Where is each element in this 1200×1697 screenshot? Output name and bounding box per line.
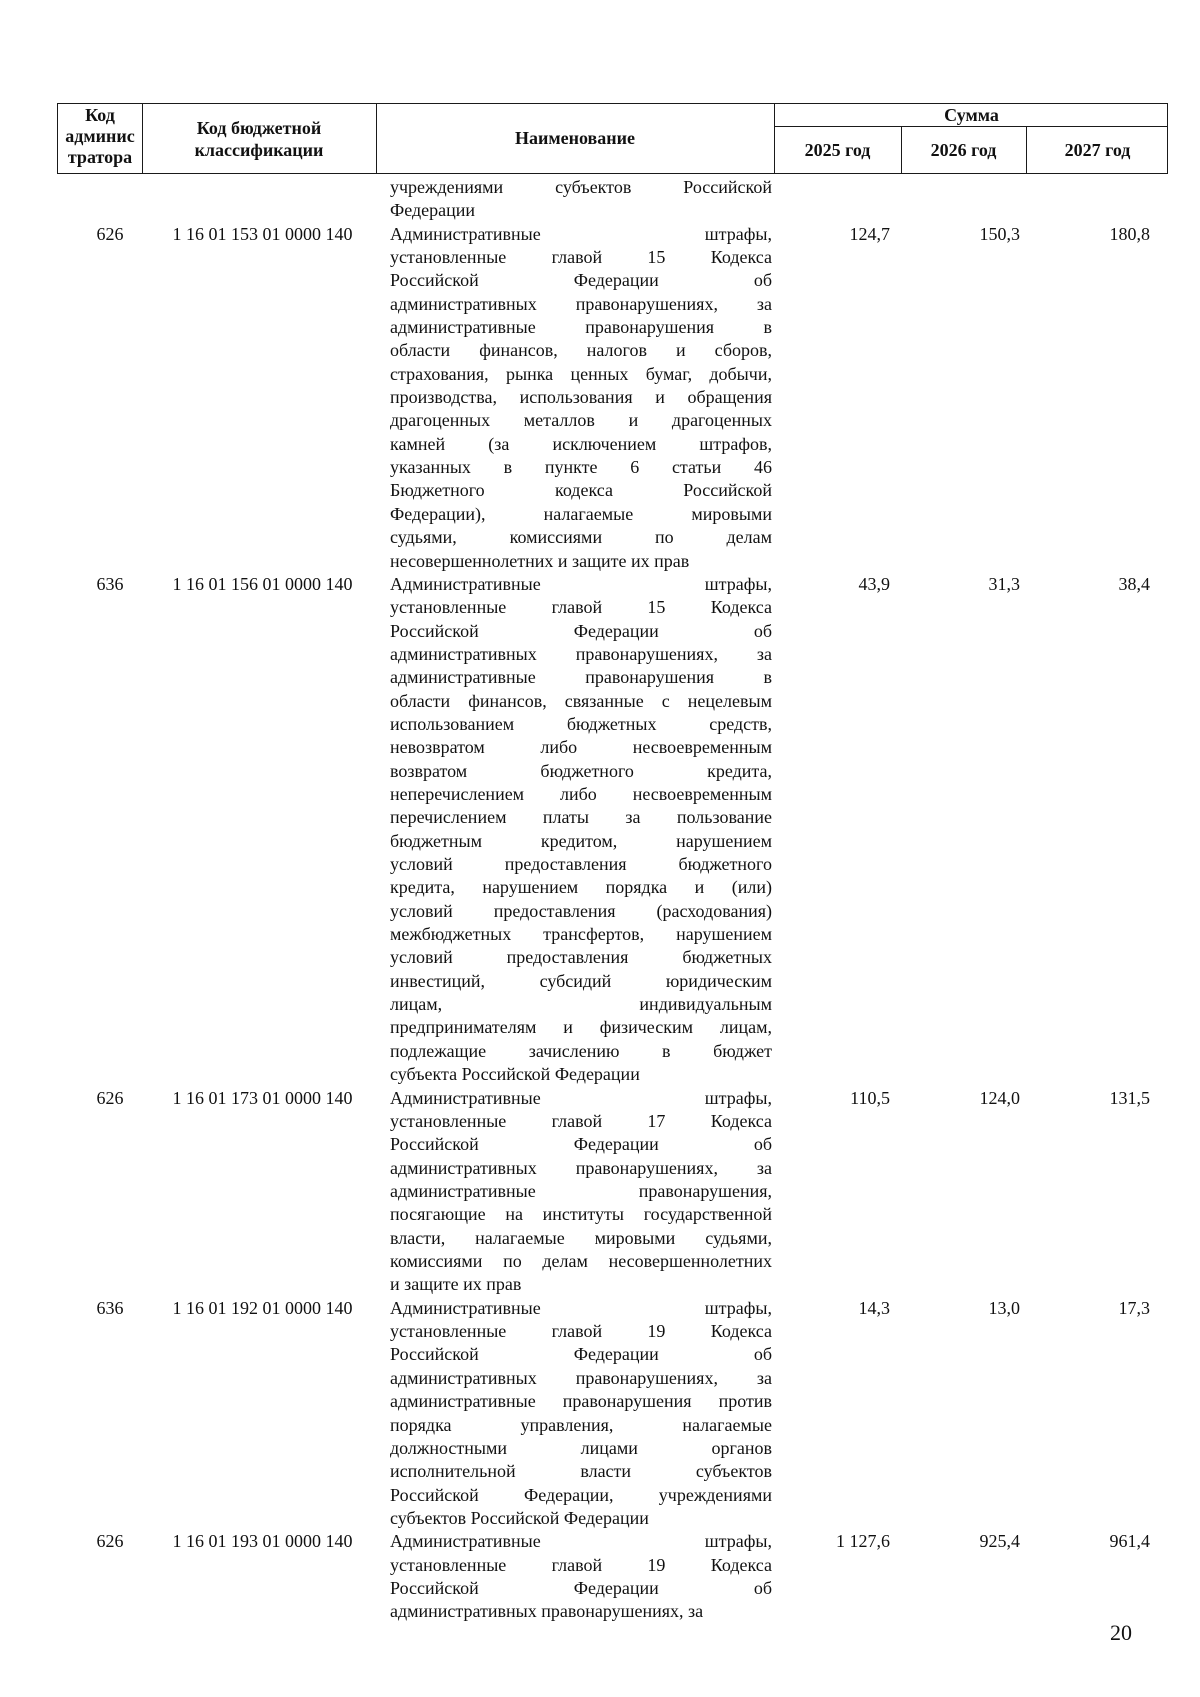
- name-word: Бюджетного: [390, 480, 485, 501]
- name-line: [390, 1040, 772, 1063]
- name-word: бюджетного: [540, 760, 634, 781]
- name-word: Российской: [390, 1134, 479, 1155]
- name-word: государственной: [643, 1204, 772, 1225]
- budget-code-cell: 1 16 01 156 01 0000 140: [172, 573, 353, 594]
- name-line: [390, 1390, 772, 1413]
- name-line: [390, 293, 772, 316]
- name-word: установленные: [390, 1110, 507, 1131]
- header-sum: Сумма: [944, 105, 999, 125]
- name-word: на: [505, 1204, 523, 1225]
- name-word: штрафы,: [704, 573, 772, 594]
- name-line: Федерации: [390, 200, 476, 221]
- name-line: [390, 176, 772, 199]
- name-line: [390, 1157, 772, 1180]
- name-line: [390, 386, 772, 409]
- name-word: камней: [390, 433, 446, 454]
- name-word: 46: [753, 457, 772, 478]
- name-word: учреждениями: [390, 177, 504, 197]
- name-word: 17: [647, 1110, 666, 1131]
- name-word: и: [675, 340, 686, 361]
- name-word: судьями,: [705, 1227, 772, 1248]
- name-word: добычи,: [709, 363, 772, 384]
- name-line: [390, 1227, 772, 1250]
- name-word: Российской: [390, 620, 479, 641]
- name-word: посягающие: [390, 1204, 486, 1225]
- name-word: либо: [560, 784, 597, 805]
- name-word: бюджетных: [566, 714, 657, 734]
- name-word: трансфертов,: [543, 924, 645, 945]
- name-line: [390, 806, 772, 829]
- name-line: [390, 946, 772, 969]
- admin-code-cell: 636: [96, 573, 124, 594]
- name-word: Российской: [683, 177, 772, 197]
- name-line: [390, 1343, 772, 1366]
- value-2027-cell: 180,8: [1109, 223, 1150, 244]
- name-word: бюджетного: [678, 854, 772, 875]
- name-word: сборов,: [714, 340, 772, 361]
- name-word: правонарушениях,: [575, 643, 718, 664]
- value-2025-cell: 43,9: [858, 573, 890, 594]
- name-word: использования: [519, 387, 633, 408]
- name-word: штрафы,: [704, 223, 772, 244]
- name-word: драгоценных: [390, 410, 491, 431]
- value-2027-cell: 131,5: [1109, 1087, 1150, 1108]
- name-line: [390, 1297, 772, 1320]
- name-word: судьями,: [390, 527, 457, 548]
- name-word: кредита,: [707, 760, 772, 781]
- name-word: делам: [542, 1251, 588, 1272]
- name-word: мировыми: [691, 503, 772, 524]
- name-line: [390, 690, 772, 713]
- name-word: налагаемые: [682, 1414, 772, 1435]
- name-word: драгоценных: [671, 410, 772, 431]
- name-line: [390, 1250, 772, 1273]
- name-word: правонарушения: [585, 317, 715, 338]
- name-word: главой: [551, 247, 603, 268]
- name-word: кредита,: [390, 877, 455, 898]
- name-line: субъектов Российской Федерации: [390, 1507, 649, 1528]
- name-word: области: [390, 690, 451, 711]
- name-line: несовершеннолетних и защите их прав: [390, 550, 690, 571]
- name-line: [390, 1460, 772, 1483]
- name-word: в: [763, 667, 772, 688]
- name-word: правонарушения: [562, 1391, 692, 1412]
- name-word: главой: [551, 597, 603, 618]
- name-word: условий: [390, 900, 453, 921]
- name-word: главой: [551, 1554, 603, 1575]
- name-word: 19: [647, 1321, 666, 1342]
- name-word: главой: [551, 1110, 603, 1131]
- name-line: [390, 223, 772, 246]
- header-year-2025: 2025 год: [804, 140, 871, 160]
- header-name: Наименование: [515, 128, 635, 148]
- name-word: правонарушениях,: [575, 1157, 718, 1178]
- name-word: страхования,: [390, 363, 489, 384]
- name-word: административные: [390, 667, 536, 688]
- name-line: [390, 923, 772, 946]
- name-word: 19: [647, 1554, 666, 1575]
- value-2027-cell: 38,4: [1118, 573, 1150, 594]
- value-2025-cell: 1 127,6: [836, 1531, 890, 1552]
- name-word: Российской: [390, 270, 479, 291]
- value-2025-cell: 110,5: [850, 1087, 890, 1108]
- name-word: об: [753, 1577, 772, 1598]
- name-line: [390, 503, 772, 526]
- name-word: 15: [647, 247, 666, 268]
- name-word: Административные: [390, 223, 541, 244]
- name-word: об: [753, 1134, 772, 1155]
- value-2026-cell: 124,0: [979, 1087, 1020, 1108]
- name-word: налагаемые: [543, 503, 634, 524]
- name-word: порядка: [605, 877, 668, 898]
- name-word: Федерации: [573, 1344, 659, 1365]
- name-cell: [390, 1530, 772, 1623]
- name-word: штрафы,: [704, 1297, 772, 1318]
- name-word: лицам,: [390, 994, 443, 1015]
- name-line: [390, 830, 772, 853]
- name-word: и: [628, 410, 639, 431]
- name-line: [390, 1367, 772, 1390]
- name-word: административных: [390, 293, 537, 314]
- name-word: мировыми: [594, 1227, 676, 1248]
- name-word: административных: [390, 1367, 537, 1388]
- name-word: установленные: [390, 597, 507, 618]
- name-word: средств,: [709, 714, 772, 734]
- name-word: исполнительной: [390, 1461, 516, 1482]
- name-word: административные: [390, 1181, 536, 1202]
- name-line: [390, 1577, 772, 1600]
- name-word: области: [390, 340, 451, 361]
- name-word: учреждениями: [658, 1484, 772, 1505]
- page-number: 20: [1110, 1620, 1132, 1645]
- name-cell: [390, 1087, 772, 1297]
- name-line: [390, 456, 772, 479]
- name-word: должностными: [390, 1437, 508, 1458]
- name-word: и: [694, 877, 705, 898]
- admin-code-cell: 626: [96, 1087, 124, 1108]
- name-line: [390, 1180, 772, 1203]
- name-cell: [390, 1297, 772, 1530]
- name-word: правонарушениях,: [575, 1367, 718, 1388]
- name-word: 15: [647, 597, 666, 618]
- name-word: правонарушениях,: [575, 293, 718, 314]
- name-word: Административные: [390, 1087, 541, 1108]
- name-word: главой: [551, 1321, 603, 1342]
- name-word: Кодекса: [710, 597, 772, 618]
- name-word: власти: [580, 1461, 632, 1482]
- name-word: кодекса: [554, 480, 613, 501]
- name-line: [390, 760, 772, 783]
- name-word: финансов,: [468, 690, 547, 711]
- name-cell: [390, 223, 772, 573]
- name-word: невозвратом: [390, 737, 485, 758]
- name-word: Российской: [390, 1577, 479, 1598]
- name-word: нарушением: [676, 924, 772, 945]
- name-word: лицам,: [719, 1017, 772, 1038]
- name-line: [390, 620, 772, 643]
- name-word: Кодекса: [710, 1321, 772, 1342]
- value-2027-cell: 17,3: [1118, 1297, 1150, 1318]
- name-word: Кодекса: [710, 1110, 772, 1131]
- name-line: [390, 246, 772, 269]
- name-word: нарушением: [482, 877, 579, 898]
- name-word: перечислением: [390, 807, 507, 828]
- name-word: межбюджетных: [390, 924, 512, 945]
- name-word: ценных: [570, 363, 629, 384]
- name-word: в: [503, 457, 513, 478]
- header-admin-code: Код админис тратора: [65, 105, 135, 167]
- value-2027-cell: 961,4: [1109, 1531, 1150, 1552]
- name-word: в: [763, 317, 772, 338]
- admin-code-cell: 636: [96, 1297, 124, 1318]
- name-word: предоставления: [506, 947, 629, 968]
- admin-code-cell: 626: [96, 1531, 124, 1552]
- name-line: [390, 1203, 772, 1226]
- budget-code-cell: 1 16 01 173 01 0000 140: [172, 1087, 353, 1108]
- value-2026-cell: 925,4: [979, 1531, 1020, 1552]
- name-word: статьи: [671, 457, 722, 478]
- name-word: (или): [731, 877, 772, 898]
- name-word: налагаемые: [475, 1227, 565, 1248]
- name-line: [390, 596, 772, 619]
- name-line: [390, 573, 772, 596]
- name-word: Административные: [390, 1531, 541, 1552]
- admin-code-cell: 626: [96, 223, 124, 244]
- name-word: предпринимателям: [390, 1017, 537, 1038]
- name-word: против: [718, 1391, 772, 1412]
- budget-code-cell: 1 16 01 192 01 0000 140: [172, 1297, 353, 1318]
- name-word: Федерации: [573, 620, 659, 641]
- name-word: за: [625, 807, 641, 828]
- value-2025-cell: 14,3: [858, 1297, 890, 1318]
- name-word: физическим: [599, 1017, 693, 1038]
- name-word: несвоевременным: [632, 737, 772, 758]
- name-word: инвестиций,: [390, 970, 485, 991]
- name-line: [390, 1437, 772, 1460]
- name-word: условий: [390, 854, 453, 875]
- name-word: административные: [390, 1391, 536, 1412]
- name-word: юридическим: [665, 970, 772, 991]
- name-word: в: [662, 1040, 671, 1061]
- name-word: установленные: [390, 1321, 507, 1342]
- name-line: [390, 900, 772, 923]
- name-word: штрафов,: [699, 433, 772, 454]
- table-header: [57, 103, 1168, 174]
- name-word: и: [655, 387, 665, 408]
- name-word: органов: [711, 1437, 772, 1458]
- name-word: либо: [540, 737, 578, 758]
- name-word: за: [756, 1367, 772, 1388]
- name-word: (за: [488, 433, 510, 454]
- name-word: по: [503, 1251, 522, 1272]
- name-word: управления,: [520, 1414, 614, 1435]
- name-line: [390, 1530, 772, 1553]
- name-line: [390, 269, 772, 292]
- name-word: комиссиями: [509, 527, 603, 548]
- name-word: исключением: [552, 433, 657, 454]
- name-word: власти,: [390, 1227, 446, 1248]
- name-word: Административные: [390, 1297, 541, 1318]
- name-word: предоставления: [493, 900, 616, 921]
- name-word: лицами: [580, 1437, 638, 1458]
- name-line: [390, 876, 772, 899]
- name-word: по: [654, 527, 674, 548]
- name-line: [390, 339, 772, 362]
- name-word: Федерации: [573, 1134, 659, 1155]
- name-word: несовершеннолетних: [608, 1251, 772, 1272]
- name-word: 6: [630, 457, 640, 478]
- name-word: Российской: [390, 1484, 479, 1505]
- name-word: за: [756, 293, 772, 314]
- name-line: и защите их прав: [390, 1274, 522, 1295]
- name-word: финансов,: [479, 340, 558, 361]
- name-line: [390, 479, 772, 502]
- value-2026-cell: 150,3: [979, 223, 1020, 244]
- name-word: с: [661, 690, 670, 711]
- name-word: штрафы,: [704, 1531, 772, 1552]
- name-line: [390, 526, 772, 549]
- name-line: [390, 713, 772, 736]
- name-word: штрафы,: [704, 1087, 772, 1108]
- name-word: условий: [390, 947, 453, 968]
- name-line: [390, 783, 772, 806]
- header-divider: [774, 126, 1167, 127]
- name-line: [390, 409, 772, 432]
- name-line: [390, 1016, 772, 1039]
- name-line: [390, 853, 772, 876]
- name-word: Федерации: [573, 1577, 659, 1598]
- name-word: субъектов: [695, 1461, 772, 1482]
- header-year-2026: 2026 год: [930, 140, 997, 160]
- name-word: обращения: [687, 387, 772, 408]
- value-2025-cell: 124,7: [849, 223, 890, 244]
- name-word: Кодекса: [710, 247, 772, 268]
- name-word: правонарушения,: [638, 1181, 772, 1202]
- name-word: нарушением: [676, 830, 772, 851]
- name-word: нецелевым: [687, 690, 772, 711]
- name-word: налогов: [586, 340, 647, 361]
- name-word: административных: [390, 1157, 537, 1178]
- name-word: об: [753, 270, 772, 291]
- name-word: об: [753, 620, 772, 641]
- name-word: указанных: [390, 457, 471, 478]
- name-word: Федерации: [573, 270, 659, 291]
- name-word: использованием: [390, 714, 515, 734]
- name-line: [390, 970, 772, 993]
- name-word: бюджетным: [390, 830, 483, 851]
- name-line: субъекта Российской Федерации: [390, 1064, 640, 1085]
- name-word: за: [756, 643, 772, 664]
- name-line: [390, 1087, 772, 1110]
- name-word: за: [756, 1157, 772, 1178]
- name-word: субъектов: [555, 177, 632, 197]
- name-word: рынка: [505, 363, 554, 384]
- name-line: [390, 1484, 772, 1507]
- name-word: индивидуальным: [639, 994, 772, 1015]
- name-cell: [390, 573, 772, 1087]
- name-line: [390, 1110, 772, 1133]
- name-word: об: [753, 1344, 772, 1365]
- name-word: возвратом: [390, 760, 468, 781]
- name-line: административных правонарушениях, за: [390, 1601, 704, 1622]
- name-line: [390, 1133, 772, 1156]
- name-word: подлежащие: [390, 1040, 487, 1061]
- name-line: [390, 993, 772, 1016]
- value-2026-cell: 13,0: [988, 1297, 1020, 1318]
- name-line: [390, 643, 772, 666]
- name-word: субсидий: [539, 970, 612, 991]
- name-line: [390, 1414, 772, 1437]
- name-line: [390, 666, 772, 689]
- name-line: [390, 736, 772, 759]
- name-word: делам: [726, 527, 772, 548]
- name-cell: [390, 176, 772, 223]
- name-word: (расходования): [656, 900, 772, 921]
- name-word: правонарушения: [585, 667, 715, 688]
- name-word: административных: [390, 643, 537, 664]
- name-word: Административные: [390, 573, 541, 594]
- header-budget-code: Код бюджетной классификации: [194, 118, 324, 160]
- name-line: [390, 433, 772, 456]
- name-line: [390, 363, 772, 386]
- name-line: [390, 1320, 772, 1343]
- value-2026-cell: 31,3: [988, 573, 1020, 594]
- name-word: пункте: [544, 457, 598, 478]
- name-word: Российской: [683, 480, 772, 501]
- name-word: Федерации,: [524, 1484, 614, 1505]
- name-word: установленные: [390, 247, 507, 268]
- name-word: металлов: [523, 410, 595, 431]
- name-word: бюджет: [713, 1040, 772, 1061]
- name-word: неперечислением: [390, 784, 525, 805]
- name-word: кредитом,: [540, 830, 618, 851]
- name-word: зачислению: [528, 1040, 620, 1061]
- name-word: комиссиями: [390, 1251, 483, 1272]
- name-word: порядка: [390, 1414, 452, 1435]
- name-word: Федерации),: [390, 503, 486, 524]
- name-word: бюджетных: [682, 947, 772, 968]
- header-year-2027: 2027 год: [1064, 140, 1131, 160]
- name-word: бумаг,: [645, 363, 693, 384]
- name-word: производства,: [390, 387, 497, 408]
- name-line: [390, 1554, 772, 1577]
- name-word: платы: [542, 807, 589, 828]
- name-word: связанные: [564, 690, 644, 711]
- name-word: установленные: [390, 1554, 507, 1575]
- name-word: Российской: [390, 1344, 479, 1365]
- name-word: административные: [390, 317, 536, 338]
- budget-code-cell: 1 16 01 153 01 0000 140: [172, 223, 353, 244]
- name-word: и: [563, 1017, 573, 1038]
- name-word: пользование: [676, 807, 772, 828]
- name-word: предоставления: [504, 854, 627, 875]
- budget-code-cell: 1 16 01 193 01 0000 140: [172, 1531, 353, 1552]
- name-word: несвоевременным: [632, 784, 772, 805]
- name-line: [390, 316, 772, 339]
- name-word: Кодекса: [710, 1554, 772, 1575]
- name-word: институты: [542, 1204, 624, 1225]
